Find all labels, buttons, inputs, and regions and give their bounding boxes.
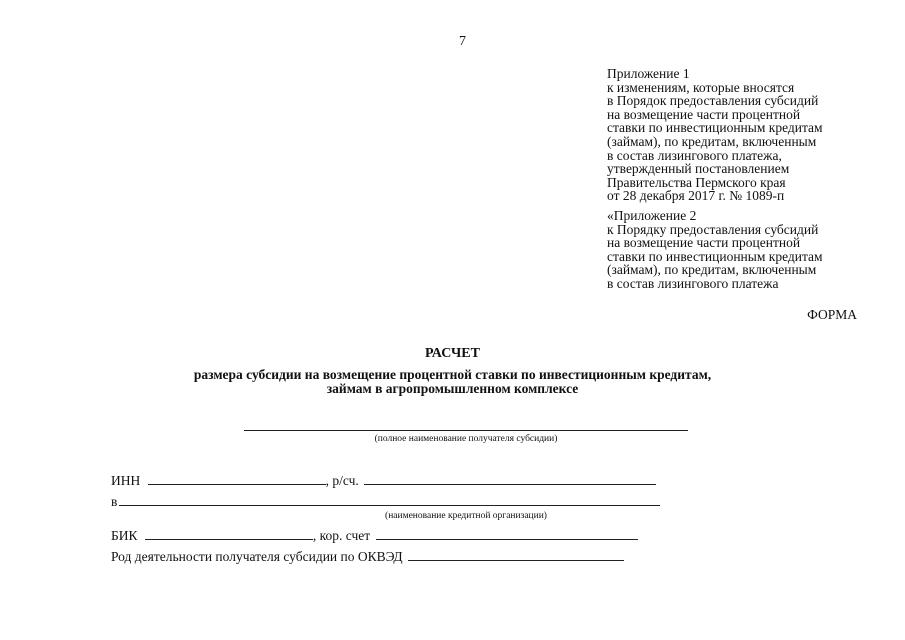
bank-caption: (наименование кредитной организации) [385,511,547,521]
appendix-2-line: «Приложение 2 [607,208,697,223]
form-label: ФОРМА [807,307,857,322]
account-label: , р/сч. [325,473,359,488]
okved-row [111,548,624,565]
appendix-1-line: от 28 декабря 2017 г. № 1089-п [607,188,785,204]
appendix-1-line: Приложение 1 [607,66,690,81]
okved-field[interactable] [408,548,624,561]
bik-label: БИК [111,528,138,543]
appendix-1-block [607,67,867,203]
okved-label: Род деятельности получателя субсидии по ОКВЭД [111,549,403,564]
inn-label: ИНН [111,473,141,488]
subtitle-line-1: размера субсидии на возмещение процентной ставки по инвестиционным кредитам, [193,367,712,382]
appendix-2-line: ставки по инвестиционным кредитам [607,248,823,264]
appendix-1-line: в Порядок предоставления субсидий [607,93,819,109]
recipient-name-field[interactable] [244,430,688,431]
bank-name-field[interactable] [119,493,660,506]
recipient-caption: (полное наименование получателя субсидии) [374,434,558,444]
appendix-2-line: (займам), по кредитам, включенным [607,262,817,278]
appendix-2-block [607,209,867,291]
appendix-1-line: на возмещение части процентной [607,106,801,122]
appendix-1-line: ставки по инвестиционным кредитам [607,120,823,136]
appendix-2-line: к Порядку предоставления субсидий [607,221,819,237]
appendix-1-line: утвержденный постановлением [607,161,790,177]
bik-row [111,527,638,544]
document-title: РАСЧЕТ [425,346,480,361]
page-number: 7 [459,34,466,49]
appendix-1-line: к изменениям, которые вносятся [607,79,795,95]
inn-row [111,472,656,489]
inn-field[interactable] [148,472,326,485]
document-subtitle [0,368,905,396]
corr-account-label: , кор. счет [312,528,371,543]
appendix-2-line: в состав лизингового платежа [607,275,779,291]
subtitle-line-2: займам в агропромышленном комплексе [326,381,579,396]
bik-field[interactable] [145,527,313,540]
bank-row [111,493,660,510]
account-field[interactable] [364,472,656,485]
appendix-2-line: на возмещение части процентной [607,235,801,251]
corr-account-field[interactable] [376,527,638,540]
appendix-1-line: в состав лизингового платежа, [607,147,782,163]
appendix-1-line: Правительства Пермского края [607,174,786,190]
appendix-1-line: (займам), по кредитам, включенным [607,133,817,149]
bank-prefix: в [111,494,118,509]
